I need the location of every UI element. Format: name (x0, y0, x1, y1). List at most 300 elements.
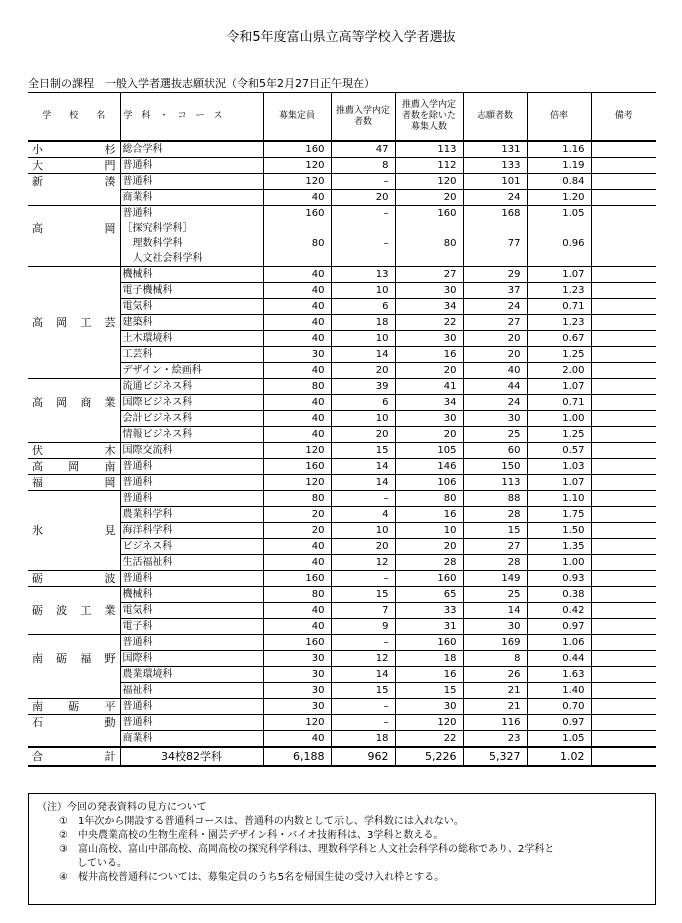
recommended-cell: 14 (331, 667, 395, 683)
capacity-cell: 160 (263, 635, 331, 651)
course-name: 機械科 (120, 267, 263, 283)
school-name (28, 236, 120, 251)
course-name: ［探究科学科］ (120, 221, 263, 236)
remarks-cell (591, 523, 656, 539)
applicants-cell: 27 (463, 539, 527, 555)
recommended-cell: – (331, 206, 395, 222)
remarks-cell (591, 363, 656, 379)
capacity-cell: 40 (263, 539, 331, 555)
remarks-cell (591, 158, 656, 174)
applicants-cell: 77 (463, 236, 527, 251)
total-row (28, 747, 656, 766)
applicants-cell: 168 (463, 206, 527, 222)
header-remarks: 備考 (591, 93, 656, 142)
applicants-cell: 60 (463, 443, 527, 459)
school-name: 砺 波 工 業 (32, 604, 116, 617)
course-name: 国際交流科 (120, 443, 263, 459)
school-name: 小 杉 (28, 141, 120, 158)
school-name (28, 731, 120, 748)
recommended-cell: – (331, 699, 395, 715)
ratio-cell: 0.67 (527, 331, 591, 347)
ratio-cell: 0.70 (527, 699, 591, 715)
applicants-cell: 28 (463, 555, 527, 571)
applicants-cell: 25 (463, 427, 527, 443)
table-row (28, 731, 656, 748)
course-name: 電気科 (120, 299, 263, 315)
course-name: 機械科 (120, 587, 263, 603)
recommended-cell: 18 (331, 315, 395, 331)
capacity-cell: 40 (263, 363, 331, 379)
capacity-cell: 120 (263, 174, 331, 190)
course-name: 土木環境科 (120, 331, 263, 347)
excluded-cell: 16 (395, 347, 463, 363)
course-name: 工芸科 (120, 347, 263, 363)
table-row (28, 539, 656, 555)
course-name: 普通科 (120, 715, 263, 731)
applicants-cell: 116 (463, 715, 527, 731)
applicants-cell (463, 251, 527, 267)
table-row (28, 507, 656, 523)
course-name: デザイン・絵画科 (120, 363, 263, 379)
table-row (28, 267, 656, 283)
recommended-cell: 14 (331, 347, 395, 363)
course-name: 普通科 (120, 174, 263, 190)
excluded-cell: 34 (395, 395, 463, 411)
school-name (28, 635, 120, 651)
note-item: している。 (77, 858, 127, 869)
excluded-cell: 22 (395, 731, 463, 748)
ratio-cell: 1.07 (527, 475, 591, 491)
excluded-cell: 22 (395, 315, 463, 331)
applicants-cell: 29 (463, 267, 527, 283)
ratio-cell: 1.63 (527, 667, 591, 683)
excluded-cell (395, 251, 463, 267)
remarks-cell (591, 603, 656, 619)
capacity-cell: 30 (263, 683, 331, 699)
capacity-cell: 40 (263, 283, 331, 299)
table-row (28, 571, 656, 587)
table-row (28, 206, 656, 222)
applicants-cell: 8 (463, 651, 527, 667)
applicants-cell: 24 (463, 299, 527, 315)
applicants-cell: 26 (463, 667, 527, 683)
table-row (28, 459, 656, 475)
applicants-cell: 40 (463, 363, 527, 379)
excluded-cell: 30 (395, 699, 463, 715)
capacity-cell: 20 (263, 507, 331, 523)
remarks-cell (591, 395, 656, 411)
excluded-cell: 10 (395, 523, 463, 539)
applicants-cell: 15 (463, 523, 527, 539)
recommended-cell: 9 (331, 619, 395, 635)
table-row (28, 141, 656, 158)
course-name: 電気科 (120, 603, 263, 619)
excluded-cell: 20 (395, 363, 463, 379)
table-subtitle: 全日制の課程 一般入学者選抜志願状況（令和5年2月27日正午現在） (28, 77, 375, 90)
excluded-cell: 15 (395, 683, 463, 699)
remarks-cell (591, 174, 656, 190)
table-row (28, 699, 656, 715)
recommended-cell: 15 (331, 443, 395, 459)
header-school: 学 校 名 (28, 93, 120, 142)
recommended-cell (331, 221, 395, 236)
capacity-cell: 120 (263, 158, 331, 174)
table-row (28, 555, 656, 571)
course-name: 総合学科 (120, 141, 263, 158)
remarks-cell (591, 141, 656, 158)
total-label: 合 計 (28, 747, 120, 766)
remarks-cell (591, 299, 656, 315)
course-name: 農業環境科 (120, 667, 263, 683)
recommended-cell: 20 (331, 427, 395, 443)
recommended-cell: 6 (331, 299, 395, 315)
remarks-cell (591, 539, 656, 555)
excluded-cell: 30 (395, 283, 463, 299)
table-row (28, 667, 656, 683)
table-row (28, 315, 656, 331)
recommended-cell: 10 (331, 331, 395, 347)
excluded-cell: 105 (395, 443, 463, 459)
capacity-cell: 120 (263, 443, 331, 459)
course-name: 福祉科 (120, 683, 263, 699)
applicants-cell: 14 (463, 603, 527, 619)
table-row (28, 283, 656, 299)
remarks-cell (591, 315, 656, 331)
capacity-cell: 40 (263, 411, 331, 427)
recommended-cell: – (331, 635, 395, 651)
school-name (28, 619, 120, 635)
course-name: 人文社会科学科 (120, 251, 263, 267)
capacity-cell: 80 (263, 491, 331, 507)
excluded-cell: 28 (395, 555, 463, 571)
school-name (28, 347, 120, 363)
excluded-cell: 16 (395, 507, 463, 523)
table-row (28, 379, 656, 395)
applicants-cell: 24 (463, 190, 527, 206)
ratio-cell: 0.71 (527, 299, 591, 315)
remarks-cell (591, 699, 656, 715)
school-name (28, 206, 120, 222)
capacity-cell: 40 (263, 603, 331, 619)
school-name (28, 190, 120, 206)
table-row (28, 395, 656, 411)
capacity-cell: 40 (263, 395, 331, 411)
ratio-cell: 1.06 (527, 635, 591, 651)
table-row (28, 251, 656, 267)
course-name: 流通ビジネス科 (120, 379, 263, 395)
ratio-cell (527, 221, 591, 236)
ratio-cell: 1.23 (527, 315, 591, 331)
course-name: 生活福祉科 (120, 555, 263, 571)
capacity-cell: 40 (263, 299, 331, 315)
ratio-cell: 0.42 (527, 603, 591, 619)
table-row (28, 174, 656, 190)
ratio-cell: 1.07 (527, 379, 591, 395)
remarks-cell (591, 683, 656, 699)
ratio-cell: 1.23 (527, 283, 591, 299)
ratio-cell: 1.00 (527, 555, 591, 571)
ratio-cell: 0.97 (527, 619, 591, 635)
table-row (28, 475, 656, 491)
ratio-cell: 1.00 (527, 411, 591, 427)
capacity-cell: 160 (263, 571, 331, 587)
school-name: 新 湊 (28, 174, 120, 190)
recommended-cell: – (331, 491, 395, 507)
school-name (28, 427, 120, 443)
recommended-cell: – (331, 236, 395, 251)
applicants-cell: 88 (463, 491, 527, 507)
recommended-cell: 8 (331, 158, 395, 174)
school-name: 石 動 (28, 715, 120, 731)
applicants-cell: 23 (463, 731, 527, 748)
course-name: 情報ビジネス科 (120, 427, 263, 443)
applicants-cell (463, 221, 527, 236)
recommended-cell: 18 (331, 731, 395, 748)
header-ratio: 倍率 (527, 93, 591, 142)
applicants-cell: 169 (463, 635, 527, 651)
excluded-cell: 31 (395, 619, 463, 635)
course-name: 農業科学科 (120, 507, 263, 523)
recommended-cell: 20 (331, 190, 395, 206)
recommended-cell: 10 (331, 411, 395, 427)
page-title: 令和5年度富山県立高等学校入学者選抜 (226, 30, 456, 45)
course-name: 普通科 (120, 206, 263, 222)
remarks-cell (591, 443, 656, 459)
capacity-cell: 40 (263, 731, 331, 748)
school-name (28, 683, 120, 699)
table-row (28, 523, 656, 539)
ratio-cell: 1.40 (527, 683, 591, 699)
remarks-cell (591, 221, 656, 236)
excluded-cell (395, 221, 463, 236)
table-row (28, 603, 656, 619)
course-name: 普通科 (120, 699, 263, 715)
ratio-cell: 0.96 (527, 236, 591, 251)
recommended-cell: 20 (331, 539, 395, 555)
note-item: ③ 富山高校、富山中部高校、高岡高校の探究科学科は、理数科学科と人文社会科学科の総称であり、2学科と (59, 844, 555, 855)
total-capacity: 6,188 (263, 747, 331, 766)
ratio-cell: 0.84 (527, 174, 591, 190)
notes-box (28, 793, 656, 905)
ratio-cell: 1.50 (527, 523, 591, 539)
recommended-cell: – (331, 715, 395, 731)
school-name (28, 267, 120, 283)
remarks-cell (591, 587, 656, 603)
table-row (28, 411, 656, 427)
capacity-cell: 30 (263, 667, 331, 683)
capacity-cell: 40 (263, 331, 331, 347)
school-name: 高 岡 南 (28, 459, 120, 475)
remarks-cell (591, 236, 656, 251)
ratio-cell: 1.75 (527, 507, 591, 523)
applicants-cell: 150 (463, 459, 527, 475)
capacity-cell: 80 (263, 587, 331, 603)
capacity-cell: 20 (263, 523, 331, 539)
applicants-cell: 149 (463, 571, 527, 587)
school-name (28, 379, 120, 395)
applicants-cell: 131 (463, 141, 527, 158)
school-name: 高 岡 (32, 222, 116, 235)
school-name (28, 539, 120, 555)
course-name: 普通科 (120, 635, 263, 651)
header-recommended: 推薦入学内定者数 (331, 93, 395, 142)
recommended-cell: 15 (331, 587, 395, 603)
course-name: 普通科 (120, 475, 263, 491)
applicants-cell: 24 (463, 395, 527, 411)
excluded-cell: 160 (395, 206, 463, 222)
recommended-cell: – (331, 174, 395, 190)
excluded-cell: 20 (395, 427, 463, 443)
remarks-cell (591, 283, 656, 299)
applicants-cell: 20 (463, 331, 527, 347)
ratio-cell: 1.05 (527, 731, 591, 748)
table-header-row (28, 93, 656, 142)
ratio-cell: 1.16 (527, 141, 591, 158)
excluded-cell: 106 (395, 475, 463, 491)
course-name: 電子機械科 (120, 283, 263, 299)
note-item: ① 1年次から開設する普通科コースは、普通科の内数として示し、学科数には入れない。 (59, 816, 464, 827)
table-row (28, 299, 656, 315)
table-row (28, 619, 656, 635)
school-name: 砺 波 (28, 571, 120, 587)
note-item: ② 中央農業高校の生物生産科・園芸デザイン科・バイオ技術科は、3学科と数える。 (59, 830, 444, 841)
school-name: 南 砺 福 野 (32, 652, 116, 665)
recommended-cell: 10 (331, 283, 395, 299)
school-name (28, 491, 120, 507)
capacity-cell: 30 (263, 347, 331, 363)
applicants-cell: 21 (463, 699, 527, 715)
course-name: 建築科 (120, 315, 263, 331)
remarks-cell (591, 347, 656, 363)
applicants-cell: 25 (463, 587, 527, 603)
remarks-cell (591, 651, 656, 667)
table-row (28, 683, 656, 699)
school-name: 大 門 (28, 158, 120, 174)
capacity-cell (263, 251, 331, 267)
table-row (28, 635, 656, 651)
total-course-count: 34校82学科 (120, 747, 263, 766)
total-remarks (591, 747, 656, 766)
ratio-cell: 1.07 (527, 267, 591, 283)
ratio-cell: 0.44 (527, 651, 591, 667)
school-name: 南 砺 平 (28, 699, 120, 715)
capacity-cell: 40 (263, 555, 331, 571)
capacity-cell (263, 221, 331, 236)
excluded-cell: 146 (395, 459, 463, 475)
remarks-cell (591, 206, 656, 222)
table-row (28, 347, 656, 363)
table-row (28, 651, 656, 667)
excluded-cell: 113 (395, 141, 463, 158)
recommended-cell: 47 (331, 141, 395, 158)
remarks-cell (591, 507, 656, 523)
excluded-cell: 33 (395, 603, 463, 619)
header-capacity: 募集定員 (263, 93, 331, 142)
school-name: 伏 木 (28, 443, 120, 459)
excluded-cell: 80 (395, 491, 463, 507)
excluded-cell: 160 (395, 635, 463, 651)
applicants-cell: 101 (463, 174, 527, 190)
course-name: 国際科 (120, 651, 263, 667)
remarks-cell (591, 459, 656, 475)
school-name (28, 667, 120, 683)
total-applicants: 5,327 (463, 747, 527, 766)
course-name: ビジネス科 (120, 539, 263, 555)
applicants-cell: 44 (463, 379, 527, 395)
course-name: 普通科 (120, 459, 263, 475)
capacity-cell: 160 (263, 206, 331, 222)
remarks-cell (591, 331, 656, 347)
recommended-cell: 12 (331, 555, 395, 571)
total-ratio: 1.02 (527, 747, 591, 766)
course-name: 普通科 (120, 158, 263, 174)
school-name: 氷 見 (32, 524, 116, 537)
school-name (28, 363, 120, 379)
excluded-cell: 30 (395, 331, 463, 347)
recommended-cell: 14 (331, 459, 395, 475)
ratio-cell: 0.97 (527, 715, 591, 731)
excluded-cell: 30 (395, 411, 463, 427)
capacity-cell: 40 (263, 190, 331, 206)
excluded-cell: 120 (395, 174, 463, 190)
recommended-cell: 6 (331, 395, 395, 411)
excluded-cell: 41 (395, 379, 463, 395)
course-name: 普通科 (120, 571, 263, 587)
header-applicants: 志願者数 (463, 93, 527, 142)
remarks-cell (591, 379, 656, 395)
applicants-cell: 30 (463, 619, 527, 635)
remarks-cell (591, 667, 656, 683)
applicants-cell: 113 (463, 475, 527, 491)
total-excluded: 5,226 (395, 747, 463, 766)
ratio-cell: 0.71 (527, 395, 591, 411)
applicant-table (28, 92, 656, 767)
school-name: 福 岡 (28, 475, 120, 491)
course-name: 海洋科学科 (120, 523, 263, 539)
remarks-cell (591, 251, 656, 267)
table-row (28, 190, 656, 206)
table-row (28, 443, 656, 459)
school-name (28, 411, 120, 427)
applicants-cell: 133 (463, 158, 527, 174)
table-row (28, 221, 656, 236)
remarks-cell (591, 491, 656, 507)
ratio-cell: 1.03 (527, 459, 591, 475)
remarks-cell (591, 411, 656, 427)
capacity-cell: 80 (263, 236, 331, 251)
ratio-cell: 1.35 (527, 539, 591, 555)
capacity-cell: 30 (263, 699, 331, 715)
ratio-cell: 1.10 (527, 491, 591, 507)
school-name (28, 251, 120, 267)
remarks-cell (591, 267, 656, 283)
recommended-cell: 15 (331, 683, 395, 699)
ratio-cell: 1.19 (527, 158, 591, 174)
recommended-cell: 12 (331, 651, 395, 667)
total-recommended: 962 (331, 747, 395, 766)
header-excluded: 推薦入学内定者数を除いた募集人数 (395, 93, 463, 142)
remarks-cell (591, 571, 656, 587)
remarks-cell (591, 427, 656, 443)
recommended-cell: 13 (331, 267, 395, 283)
recommended-cell: 20 (331, 363, 395, 379)
excluded-cell: 160 (395, 571, 463, 587)
school-name (28, 555, 120, 571)
applicants-cell: 21 (463, 683, 527, 699)
table-row (28, 158, 656, 174)
remarks-cell (591, 635, 656, 651)
applicants-cell: 20 (463, 347, 527, 363)
